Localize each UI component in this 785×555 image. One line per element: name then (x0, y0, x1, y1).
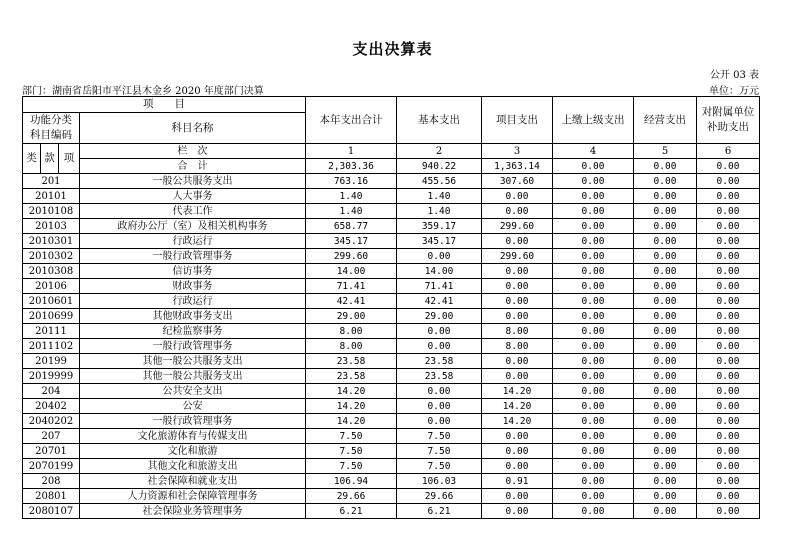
total-value-6: 0.00 (697, 159, 760, 174)
row-value-6: 0.00 (697, 369, 760, 384)
row-value-1: 14.20 (306, 399, 397, 414)
row-subject-name: 一般行政管理事务 (80, 414, 306, 429)
row-value-6: 0.00 (697, 324, 760, 339)
table-row (23, 489, 760, 504)
row-value-5: 0.00 (634, 174, 697, 189)
row-value-6: 0.00 (697, 234, 760, 249)
row-value-5: 0.00 (634, 444, 697, 459)
row-value-6: 0.00 (697, 459, 760, 474)
table-row (23, 414, 760, 429)
row-code: 2010308 (23, 264, 80, 279)
row-value-4: 0.00 (553, 339, 634, 354)
row-code: 2010699 (23, 309, 80, 324)
row-value-3: 8.00 (482, 339, 553, 354)
total-value-2: 940.22 (397, 159, 482, 174)
header-col-6-line2: 补助支出 (707, 121, 749, 133)
header-col-2: 基本支出 (397, 97, 482, 144)
row-value-6: 0.00 (697, 279, 760, 294)
row-value-4: 0.00 (553, 249, 634, 264)
header-kuan: 款 (41, 144, 59, 174)
row-subject-name: 代表工作 (80, 204, 306, 219)
row-code: 2010302 (23, 249, 80, 264)
row-value-5: 0.00 (634, 474, 697, 489)
row-value-4: 0.00 (553, 234, 634, 249)
row-value-2: 455.56 (397, 174, 482, 189)
row-value-3: 14.20 (482, 384, 553, 399)
header-col-4: 上缴上级支出 (553, 97, 634, 144)
table-row (23, 309, 760, 324)
table-row (23, 204, 760, 219)
row-subject-name: 其他文化和旅游支出 (80, 459, 306, 474)
row-value-3: 0.00 (482, 189, 553, 204)
row-value-5: 0.00 (634, 204, 697, 219)
row-value-4: 0.00 (553, 414, 634, 429)
row-value-5: 0.00 (634, 369, 697, 384)
row-subject-name: 社会保险业务管理事务 (80, 504, 306, 519)
row-code: 201 (23, 174, 80, 189)
row-value-1: 345.17 (306, 234, 397, 249)
table-row (23, 444, 760, 459)
header-lan-ci: 栏 次 (80, 144, 306, 159)
row-value-2: 345.17 (397, 234, 482, 249)
row-subject-name: 行政运行 (80, 294, 306, 309)
row-value-1: 42.41 (306, 294, 397, 309)
row-value-3: 0.00 (482, 429, 553, 444)
row-value-2: 0.00 (397, 384, 482, 399)
row-subject-name: 文化旅游体育与传媒支出 (80, 429, 306, 444)
table-row (23, 249, 760, 264)
row-value-3: 8.00 (482, 324, 553, 339)
header-func-code-line1: 功能分类 (30, 114, 72, 126)
row-value-1: 7.50 (306, 459, 397, 474)
table-row (23, 279, 760, 294)
department-label: 部门：湖南省岳阳市平江县木金乡 2020 年度部门决算 (22, 86, 264, 97)
row-value-2: 23.58 (397, 369, 482, 384)
row-value-2: 0.00 (397, 399, 482, 414)
row-value-6: 0.00 (697, 504, 760, 519)
row-value-4: 0.00 (553, 294, 634, 309)
row-value-6: 0.00 (697, 189, 760, 204)
col-number-4: 4 (553, 144, 634, 159)
row-value-1: 763.16 (306, 174, 397, 189)
table-row (23, 339, 760, 354)
row-value-1: 8.00 (306, 339, 397, 354)
row-value-5: 0.00 (634, 414, 697, 429)
table-row (23, 429, 760, 444)
page-title: 支出决算表 (352, 40, 433, 58)
row-subject-name: 政府办公厅（室）及相关机构事务 (80, 219, 306, 234)
row-value-1: 7.50 (306, 429, 397, 444)
row-value-5: 0.00 (634, 504, 697, 519)
row-value-2: 7.50 (397, 429, 482, 444)
row-subject-name: 公安 (80, 399, 306, 414)
row-value-1: 71.41 (306, 279, 397, 294)
row-value-4: 0.00 (553, 429, 634, 444)
header-item: 项 目 (23, 97, 306, 113)
row-value-4: 0.00 (553, 489, 634, 504)
row-value-4: 0.00 (553, 174, 634, 189)
row-value-6: 0.00 (697, 264, 760, 279)
row-value-1: 7.50 (306, 444, 397, 459)
row-code: 20103 (23, 219, 80, 234)
row-value-3: 0.00 (482, 264, 553, 279)
row-value-3: 0.00 (482, 504, 553, 519)
row-value-1: 1.40 (306, 204, 397, 219)
header-col-3: 项目支出 (482, 97, 553, 144)
row-value-2: 6.21 (397, 504, 482, 519)
row-code: 2040202 (23, 414, 80, 429)
row-value-4: 0.00 (553, 309, 634, 324)
row-value-6: 0.00 (697, 294, 760, 309)
row-code: 2010601 (23, 294, 80, 309)
row-code: 20111 (23, 324, 80, 339)
row-value-2: 14.00 (397, 264, 482, 279)
table-row (23, 354, 760, 369)
table-row (23, 504, 760, 519)
unit-label: 单位：万元 (709, 86, 759, 97)
row-subject-name: 信访事务 (80, 264, 306, 279)
row-value-4: 0.00 (553, 504, 634, 519)
row-value-4: 0.00 (553, 354, 634, 369)
header-col-1: 本年支出合计 (306, 97, 397, 144)
row-value-1: 14.20 (306, 384, 397, 399)
row-code: 204 (23, 384, 80, 399)
row-value-2: 0.00 (397, 414, 482, 429)
table-row (23, 294, 760, 309)
row-code: 20106 (23, 279, 80, 294)
table-row (23, 384, 760, 399)
row-code: 2011102 (23, 339, 80, 354)
col-number-6: 6 (697, 144, 760, 159)
row-value-1: 658.77 (306, 219, 397, 234)
row-code: 2070199 (23, 459, 80, 474)
row-value-6: 0.00 (697, 384, 760, 399)
row-value-5: 0.00 (634, 339, 697, 354)
col-number-3: 3 (482, 144, 553, 159)
row-value-6: 0.00 (697, 309, 760, 324)
expenditure-table (22, 96, 760, 519)
row-value-4: 0.00 (553, 324, 634, 339)
row-value-6: 0.00 (697, 474, 760, 489)
row-value-1: 299.60 (306, 249, 397, 264)
row-code: 20101 (23, 189, 80, 204)
row-value-4: 0.00 (553, 444, 634, 459)
row-value-2: 0.00 (397, 324, 482, 339)
row-value-5: 0.00 (634, 489, 697, 504)
row-code: 20199 (23, 354, 80, 369)
row-value-6: 0.00 (697, 174, 760, 189)
row-value-4: 0.00 (553, 474, 634, 489)
row-value-6: 0.00 (697, 414, 760, 429)
row-value-5: 0.00 (634, 399, 697, 414)
row-value-3: 0.00 (482, 279, 553, 294)
row-code: 208 (23, 474, 80, 489)
header-func-code (23, 113, 80, 144)
row-value-4: 0.00 (553, 459, 634, 474)
table-row (23, 189, 760, 204)
row-value-3: 0.00 (482, 369, 553, 384)
header-lei: 类 (23, 144, 41, 174)
row-subject-name: 其他财政事务支出 (80, 309, 306, 324)
row-subject-name: 一般公共服务支出 (80, 174, 306, 189)
row-value-1: 23.58 (306, 354, 397, 369)
row-value-6: 0.00 (697, 399, 760, 414)
row-code: 20801 (23, 489, 80, 504)
form-number: 公开 03 表 (709, 70, 759, 81)
row-value-1: 14.00 (306, 264, 397, 279)
col-number-5: 5 (634, 144, 697, 159)
row-value-2: 29.66 (397, 489, 482, 504)
header-xiang: 项 (59, 144, 80, 174)
row-value-4: 0.00 (553, 384, 634, 399)
header-col-6-line1: 对附属单位 (701, 106, 755, 118)
row-value-5: 0.00 (634, 249, 697, 264)
row-value-2: 106.03 (397, 474, 482, 489)
row-value-2: 1.40 (397, 189, 482, 204)
table-row (23, 324, 760, 339)
row-subject-name: 公共安全支出 (80, 384, 306, 399)
row-value-3: 299.60 (482, 249, 553, 264)
row-value-5: 0.00 (634, 294, 697, 309)
header-subject-name: 科目名称 (80, 113, 306, 144)
row-subject-name: 人力资源和社会保障管理事务 (80, 489, 306, 504)
row-subject-name: 文化和旅游 (80, 444, 306, 459)
row-value-6: 0.00 (697, 444, 760, 459)
row-value-5: 0.00 (634, 234, 697, 249)
row-value-3: 0.00 (482, 459, 553, 474)
header-col-6 (697, 97, 760, 144)
row-value-3: 307.60 (482, 174, 553, 189)
total-value-1: 2,303.36 (306, 159, 397, 174)
row-value-5: 0.00 (634, 384, 697, 399)
row-value-5: 0.00 (634, 324, 697, 339)
row-value-5: 0.00 (634, 429, 697, 444)
row-code: 207 (23, 429, 80, 444)
row-value-4: 0.00 (553, 264, 634, 279)
row-value-6: 0.00 (697, 354, 760, 369)
row-value-6: 0.00 (697, 204, 760, 219)
row-value-4: 0.00 (553, 279, 634, 294)
table-row (23, 459, 760, 474)
row-value-3: 14.20 (482, 399, 553, 414)
row-value-2: 1.40 (397, 204, 482, 219)
col-number-1: 1 (306, 144, 397, 159)
row-code: 20701 (23, 444, 80, 459)
row-value-1: 8.00 (306, 324, 397, 339)
row-value-4: 0.00 (553, 399, 634, 414)
row-value-1: 6.21 (306, 504, 397, 519)
row-subject-name: 其他一般公共服务支出 (80, 354, 306, 369)
row-value-1: 29.00 (306, 309, 397, 324)
row-value-2: 42.41 (397, 294, 482, 309)
row-value-2: 7.50 (397, 459, 482, 474)
row-value-5: 0.00 (634, 189, 697, 204)
total-value-3: 1,363.14 (482, 159, 553, 174)
row-value-1: 1.40 (306, 189, 397, 204)
row-code: 2010301 (23, 234, 80, 249)
row-code: 2080107 (23, 504, 80, 519)
row-value-4: 0.00 (553, 219, 634, 234)
row-value-5: 0.00 (634, 459, 697, 474)
table-row (23, 234, 760, 249)
row-value-1: 23.58 (306, 369, 397, 384)
row-value-2: 7.50 (397, 444, 482, 459)
row-subject-name: 其他一般公共服务支出 (80, 369, 306, 384)
row-value-6: 0.00 (697, 249, 760, 264)
row-value-2: 0.00 (397, 249, 482, 264)
row-value-5: 0.00 (634, 354, 697, 369)
row-value-2: 0.00 (397, 339, 482, 354)
row-value-4: 0.00 (553, 189, 634, 204)
row-subject-name: 人大事务 (80, 189, 306, 204)
row-value-2: 29.00 (397, 309, 482, 324)
total-value-5: 0.00 (634, 159, 697, 174)
row-value-1: 14.20 (306, 414, 397, 429)
row-value-2: 23.58 (397, 354, 482, 369)
total-value-4: 0.00 (553, 159, 634, 174)
row-value-4: 0.00 (553, 369, 634, 384)
row-value-2: 359.17 (397, 219, 482, 234)
row-subject-name: 纪检监察事务 (80, 324, 306, 339)
row-value-1: 106.94 (306, 474, 397, 489)
row-value-3: 0.00 (482, 204, 553, 219)
table-row (23, 264, 760, 279)
row-value-5: 0.00 (634, 264, 697, 279)
row-value-3: 299.60 (482, 219, 553, 234)
row-code: 20402 (23, 399, 80, 414)
row-value-2: 71.41 (397, 279, 482, 294)
row-subject-name: 行政运行 (80, 234, 306, 249)
row-value-5: 0.00 (634, 309, 697, 324)
table-row (23, 474, 760, 489)
table-row (23, 369, 760, 384)
table-row (23, 399, 760, 414)
row-value-3: 0.00 (482, 309, 553, 324)
col-number-2: 2 (397, 144, 482, 159)
row-value-5: 0.00 (634, 279, 697, 294)
row-code: 2010108 (23, 204, 80, 219)
row-value-6: 0.00 (697, 429, 760, 444)
row-subject-name: 财政事务 (80, 279, 306, 294)
row-value-4: 0.00 (553, 204, 634, 219)
row-value-5: 0.00 (634, 219, 697, 234)
row-subject-name: 一般行政管理事务 (80, 249, 306, 264)
row-value-3: 0.00 (482, 444, 553, 459)
table-row (23, 219, 760, 234)
row-value-3: 0.00 (482, 354, 553, 369)
header-col-5: 经营支出 (634, 97, 697, 144)
row-value-3: 0.00 (482, 294, 553, 309)
row-value-3: 0.00 (482, 234, 553, 249)
table-row (23, 174, 760, 189)
row-value-1: 29.66 (306, 489, 397, 504)
row-value-6: 0.00 (697, 489, 760, 504)
row-subject-name: 社会保障和就业支出 (80, 474, 306, 489)
row-value-3: 0.91 (482, 474, 553, 489)
row-value-6: 0.00 (697, 339, 760, 354)
row-code: 2019999 (23, 369, 80, 384)
row-subject-name: 一般行政管理事务 (80, 339, 306, 354)
total-label: 合 计 (80, 159, 306, 174)
row-value-6: 0.00 (697, 219, 760, 234)
row-value-3: 0.00 (482, 489, 553, 504)
header-func-code-line2: 科目编码 (30, 129, 72, 141)
row-value-3: 14.20 (482, 414, 553, 429)
